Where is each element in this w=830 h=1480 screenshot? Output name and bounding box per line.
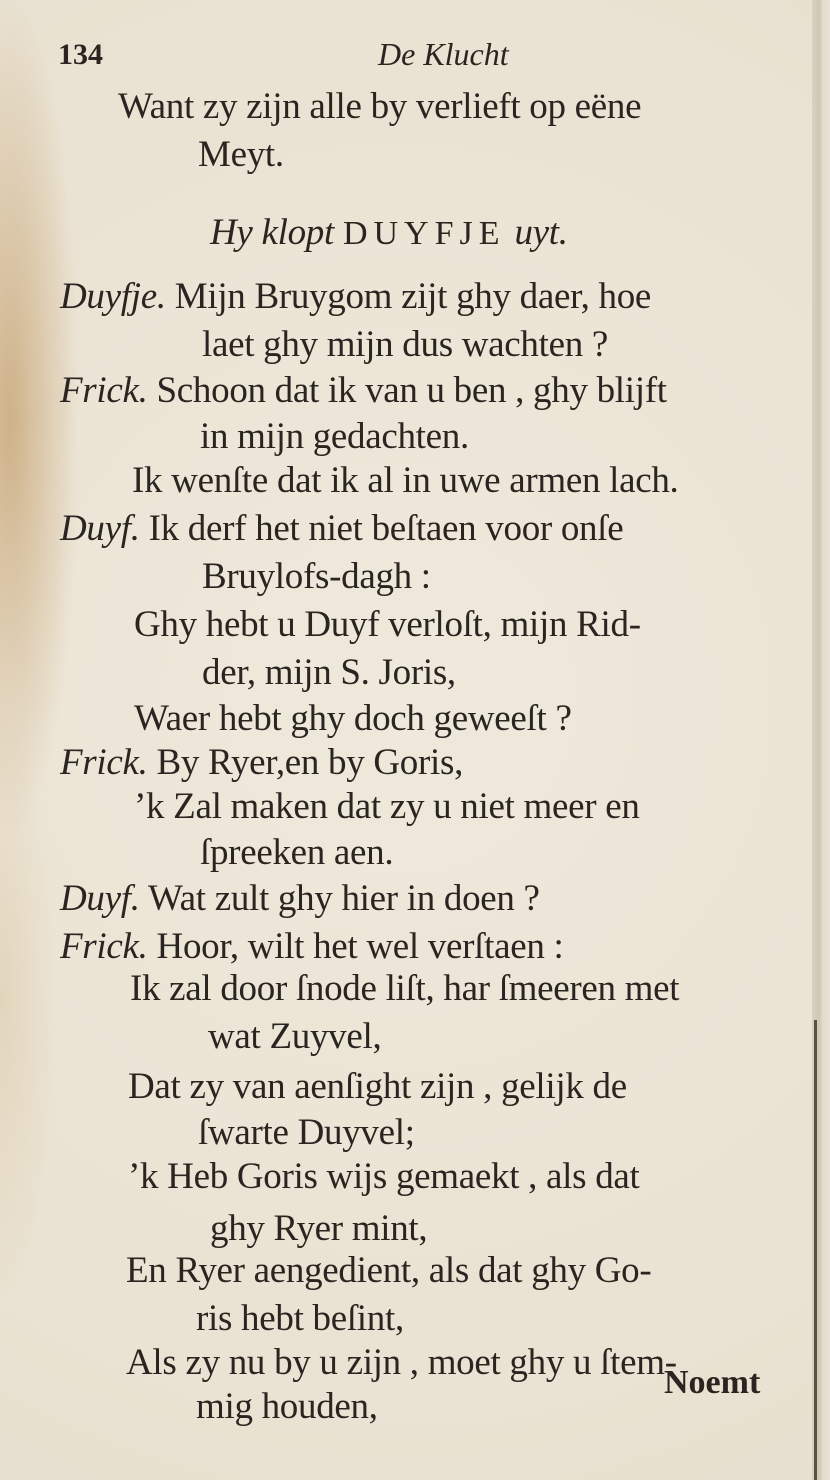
catchword: Noemt <box>664 1364 761 1401</box>
speaker-label: Frick. <box>60 742 148 783</box>
speaker-label: Duyfje. <box>60 276 166 317</box>
verse-line: Waer hebt ghy doch geweeſt ? <box>134 698 572 739</box>
verse-line: Frick. Hoor, wilt het wel verſtaen : <box>60 926 564 967</box>
verse-line: Dat zy van aenſight zijn , gelijk de <box>128 1066 627 1107</box>
verse-line: Frick. Schoon dat ik van u ben , ghy blijft <box>60 370 667 411</box>
verse-line: ’k Zal maken dat zy u niet meer en <box>134 786 640 827</box>
speaker-label: Frick. <box>60 926 148 967</box>
verse-line: En Ryer aengedient, als dat ghy Go- <box>126 1250 652 1291</box>
verse-line: ris hebt beſint, <box>196 1298 404 1339</box>
speaker-label: Frick. <box>60 370 148 411</box>
verse-line: in mijn gedachten. <box>200 416 469 457</box>
verse-line: ghy Ryer mint, <box>210 1208 428 1249</box>
verse-line: ſwarte Duyvel; <box>198 1112 415 1153</box>
verse-line: Ik wenſte dat ik al in uwe armen lach. <box>132 460 679 501</box>
verse-line: Want zy zijn alle by verlieft op eëne <box>118 86 642 127</box>
speaker-label: Duyf. <box>60 878 140 919</box>
verse-line: Frick. By Ryer,en by Goris, <box>60 742 464 783</box>
verse-line: Duyfje. Mijn Bruygom zijt ghy daer, hoe <box>60 276 652 317</box>
page-edge <box>812 0 830 1480</box>
verse-line: Ghy hebt u Duyf verloſt, mijn Rid- <box>134 604 641 645</box>
verse-line: Als zy nu by u zijn , moet ghy u ſtem- <box>126 1342 677 1383</box>
verse-line: ’k Heb Goris wijs gemaekt , als dat <box>128 1156 640 1197</box>
stage-direction: Hy klopt DUYFJE uyt. <box>210 212 568 253</box>
page-number: 134 <box>58 38 103 71</box>
verse-line: mig houden, <box>196 1386 378 1427</box>
verse-line: Meyt. <box>198 134 284 175</box>
verse-line: wat Zuyvel, <box>208 1016 382 1057</box>
verse-line: ſpreeken aen. <box>200 832 394 873</box>
verse-line: der, mijn S. Joris, <box>202 652 456 693</box>
verse-line: Duyf. Wat zult ghy hier in doen ? <box>60 878 540 919</box>
verse-line: laet ghy mijn dus wachten ? <box>202 324 608 365</box>
verse-line: Bruylofs-dagh : <box>202 556 431 597</box>
verse-line: Duyf. Ik derf het niet beſtaen voor onſe <box>60 508 624 549</box>
speaker-label: Duyf. <box>60 508 140 549</box>
running-title: De Klucht <box>378 36 509 72</box>
verse-line: Ik zal door ſnode liſt, har ſmeeren met <box>130 968 680 1009</box>
